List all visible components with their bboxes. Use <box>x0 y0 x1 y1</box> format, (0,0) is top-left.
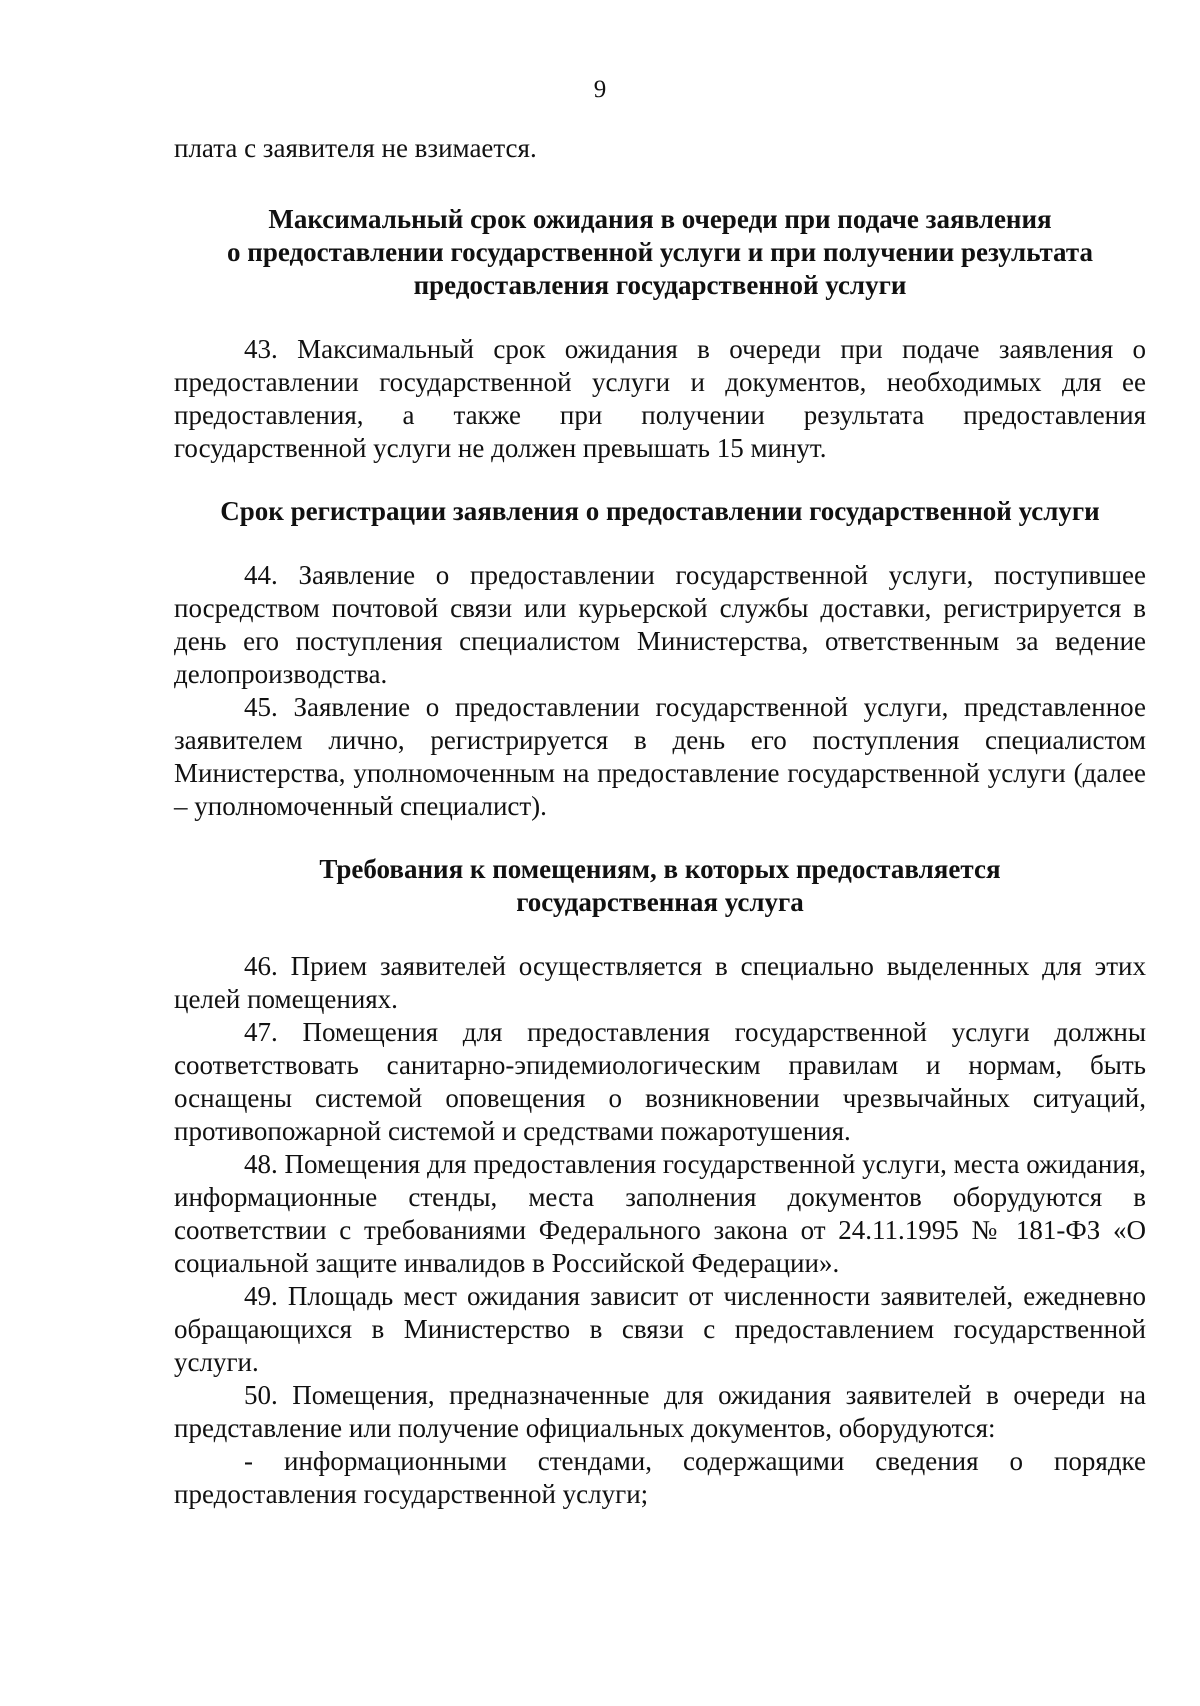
paragraph-50-item-1: - информационными стендами, содержащими сведения о порядке предоставления государственной услуги; <box>174 1446 1146 1509</box>
heading-line: Максимальный срок ожидания в очереди при подаче заявления <box>268 204 1052 234</box>
heading-line: о предоставлении государственной услуги и при получении результата <box>227 237 1093 267</box>
heading-line: Требования к помещениям, в которых предоставляется <box>319 854 1001 884</box>
heading-line: Срок регистрации заявления о предоставлении государственной услуги <box>220 496 1100 526</box>
paragraph-50: 50. Помещения, предназначенные для ожидания заявителей в очереди на представление или получение официальных документов, оборудуются: <box>174 1380 1146 1443</box>
page-number: 9 <box>593 76 607 103</box>
paragraph-43: 43. Максимальный срок ожидания в очереди при подаче заявления о предоставлении государственной услуги и документов, необходимых для ее предоставления, а также при получении результата предоставления государственной услуги не должен превышать 15 минут. <box>174 334 1146 463</box>
section-heading-queue-time <box>174 203 1146 302</box>
section-heading-registration <box>174 495 1146 528</box>
paragraph-45: 45. Заявление о предоставлении государственной услуги, представленное заявителем лично, регистрируется в день его поступления специалистом Министерства, уполномоченным на предоставление государственной услуги (далее – уполномоченный специалист). <box>174 692 1146 821</box>
document-body <box>174 132 1146 1511</box>
paragraph-46: 46. Прием заявителей осуществляется в специально выделенных для этих целей помещениях. <box>174 951 1146 1014</box>
continuation-text: плата с заявителя не взимается. <box>174 133 537 163</box>
paragraph-47: 47. Помещения для предоставления государственной услуги должны соответствовать санитарно-эпидемиологическим правилам и нормам, быть оснащены системой оповещения о возникновении чрезвычайных ситуаций, противопожарной системой и средствами пожаротушения. <box>174 1017 1146 1146</box>
paragraph-48: 48. Помещения для предоставления государственной услуги, места ожидания, информационные стенды, места заполнения документов оборудуются в соответствии с требованиями Федерального закона от 24.11.1995 № 181-ФЗ «О социальной защите инвалидов в Российской Федерации». <box>174 1149 1146 1278</box>
section-heading-premises <box>174 853 1146 919</box>
paragraph-44: 44. Заявление о предоставлении государственной услуги, поступившее посредством почтовой связи или курьерской службы доставки, регистрируется в день его поступления специалистом Министерства, ответственным за ведение делопроизводства. <box>174 560 1146 689</box>
heading-line: государственная услуга <box>516 887 804 917</box>
heading-line: предоставления государственной услуги <box>413 270 907 300</box>
paragraph-49: 49. Площадь мест ожидания зависит от численности заявителей, ежедневно обращающихся в Министерство в связи с предоставлением государственной услуги. <box>174 1281 1146 1377</box>
